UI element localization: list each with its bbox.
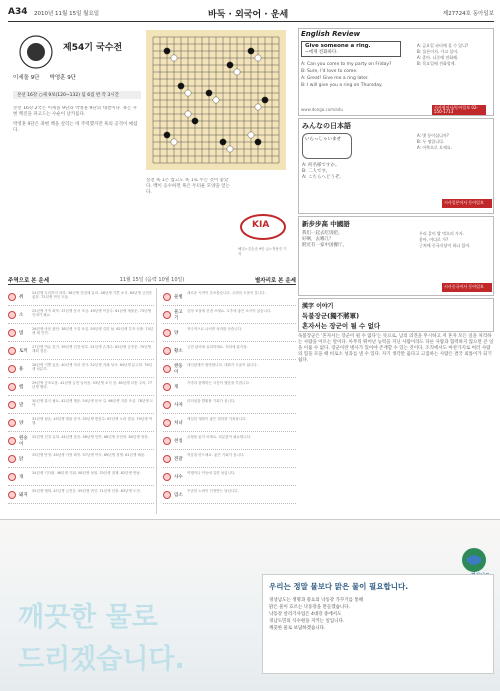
zodiac-icon — [163, 473, 171, 481]
zodiac-icon — [163, 347, 171, 355]
zodiac-icon — [163, 401, 171, 409]
white-stone — [213, 97, 219, 103]
white-stone — [171, 139, 177, 145]
hanja-article — [298, 334, 494, 516]
english-review-badge: 시사영어사/동아일보 02-550-1713 — [432, 105, 486, 115]
fortune-right-title: 별자리로 본 운세 — [254, 278, 296, 284]
zodiac-icon — [8, 437, 16, 445]
fortune-row — [163, 288, 296, 306]
zodiac-label: 토끼 — [19, 348, 28, 354]
zodiac-label: 뱀 — [19, 384, 24, 390]
dialog-ko — [417, 43, 491, 67]
black-stone — [178, 83, 184, 89]
commentary-col-1 — [13, 106, 141, 266]
fortune-text: 35년생 행복. 47년생 금전운. 59년생 귀인. 71년생 신중. 83년생 도전. — [32, 488, 141, 493]
zodiac-icon — [8, 365, 16, 373]
zodiac-icon — [8, 419, 16, 427]
dialog-line: 좋아, 어디로 가? — [419, 237, 449, 242]
fortune-text: 32년생 건강 유의. 44년생 웃음. 56년생 인연. 68년생 추진력. 80년생 칭찬. — [32, 434, 149, 439]
english-review — [298, 28, 494, 116]
fortune-row — [8, 360, 154, 378]
zodiac-icon — [8, 311, 16, 319]
kia-logo-text: KIA — [252, 220, 270, 230]
zodiac-icon — [163, 383, 171, 391]
chinese-badge: 시사중국어사 동아일보 — [442, 283, 492, 292]
zodiac-label: 물고기 — [174, 309, 183, 321]
fortune-row — [8, 324, 154, 342]
dialog-line: 우리 같이 밥 먹으러 가자. — [419, 231, 464, 236]
dialog-line: B: 목요일에 전화할게. — [417, 61, 456, 66]
fortune-row — [163, 468, 296, 486]
kuksu-emblem-icon — [16, 32, 56, 72]
zodiac-icon — [8, 347, 16, 355]
zodiac-label: 전갈 — [174, 456, 183, 462]
ad-headline-2: 드리겠습니다. — [18, 644, 185, 675]
ad-box-body — [269, 597, 489, 632]
fortune-row — [163, 360, 296, 378]
phrase-box — [301, 41, 401, 57]
white-stone — [234, 69, 240, 75]
masthead: 제27724호 동아일보 — [442, 11, 494, 17]
go-board — [146, 30, 286, 170]
speech-bubble: いらっしゃいませ — [302, 133, 352, 159]
fortune-row — [8, 342, 154, 360]
zodiac-icon — [8, 293, 16, 301]
zodiac-icon — [8, 329, 16, 337]
phrase-en: Give someone a ring. — [305, 43, 371, 49]
ad-box-line: 맑은 물이 흐르는 낙동강을 만들겠습니다. — [269, 605, 351, 610]
player-white: 박영훈 9단 — [49, 75, 76, 81]
zodiac-label: 사자 — [174, 402, 183, 408]
zodiac-icon — [8, 473, 16, 481]
fortune-text: 금전 관리에 유의하세요. 저녁에 휴식을. — [187, 344, 248, 349]
black-stone — [220, 139, 226, 145]
fortune-text: 24년생 무리하지 마라. 36년생 건강에 유의. 48년생 기쁜 소식. 60년생 금전운 좋음. 72년생 귀인 도움. — [32, 290, 153, 299]
dialog-line: B: Sure, I'd love to come. — [301, 69, 358, 74]
zodiac-label: 범 — [19, 330, 24, 336]
english-review-url[interactable]: www.donga.com/edu — [301, 107, 343, 112]
dialog-line: A: 何名様ですか。 — [302, 163, 340, 168]
fortune-text: 직감을 믿으세요. 좋은 기회가 옵니다. — [187, 452, 245, 457]
white-stone — [248, 132, 254, 138]
fortune-row — [8, 378, 154, 396]
japanese-dialog — [302, 163, 412, 181]
dialog-line: B: 물론이지. 가고 싶어. — [417, 49, 459, 54]
dialog-line: 근처에 중국식당이 하나 있어. — [419, 243, 471, 248]
dialog-line: A: Great! Give me a ring later. — [301, 76, 369, 81]
fortune-row — [163, 414, 296, 432]
fortune-text: 여행이나 이동에 길한 날입니다. — [187, 470, 236, 475]
section-title: 바둑 · 외국어 · 운세 — [208, 10, 289, 20]
ad-headline-1: 깨끗한 물로 — [18, 602, 158, 633]
player-black: 이세돌 9단 — [13, 75, 40, 81]
hanja-headline: 독불장군(獨不將軍) — [302, 312, 360, 320]
black-stone — [262, 97, 268, 103]
zodiac-icon — [163, 311, 171, 319]
fortune-text: 새로운 시작이 순조롭습니다. 주변의 도움이 큽니다. — [187, 290, 266, 295]
chinese-title: 新步步高 中國語 — [302, 220, 350, 228]
zodiac-label: 물병 — [174, 294, 183, 300]
dialog-line: A: 금요일 파티에 올 수 있니? — [417, 43, 469, 48]
fortune-row — [163, 342, 296, 360]
zodiac-label: 양 — [174, 330, 179, 336]
zodiac-icon — [163, 455, 171, 463]
zodiac-label: 돼지 — [19, 492, 28, 498]
fortune-row — [8, 288, 154, 306]
hanja-section — [298, 298, 494, 332]
zodiac-label: 쥐 — [19, 294, 24, 300]
zodiac-icon — [8, 383, 16, 391]
zodiac-label: 닭 — [19, 456, 24, 462]
zodiac-label: 소 — [19, 312, 24, 318]
fortune-row — [163, 450, 296, 468]
ad-box-line: 깨끗한 물로 보답하겠습니다. — [269, 626, 326, 631]
japanese-translation — [417, 133, 492, 151]
fortune-text: 리더십을 발휘할 기회가 옵니다. — [187, 398, 236, 403]
game-info-bar: 본선 16강 ○제 9보(120~132) 덤 6집 반 각 3시간 — [13, 91, 141, 99]
zodiac-icon — [163, 491, 171, 499]
zodiac-label: 말 — [19, 402, 24, 408]
fortune-row — [163, 324, 296, 342]
white-stone — [171, 55, 177, 61]
black-stone — [255, 139, 261, 145]
gyeongnam-ad — [0, 519, 500, 691]
zodiac-icon — [8, 401, 16, 409]
fortune-row — [163, 432, 296, 450]
white-stone — [227, 146, 233, 152]
zodiac-icon — [163, 419, 171, 427]
zodiac-icon — [163, 293, 171, 301]
fortune-section — [8, 276, 296, 516]
fortune-text: 26년생 마음 편안. 38년생 구설 조심. 50년생 길한 날. 62년생 투자 신중. 74년생 새 인연. — [32, 326, 154, 335]
fortune-row — [163, 378, 296, 396]
fortune-text: 가족과 함께하는 시간이 행운을 부릅니다. — [187, 380, 251, 385]
fortune-row — [8, 396, 154, 414]
fortune-text: 33년생 안정. 45년생 가정 화목. 57년생 이익. 69년생 경쟁. 81년생 배움. — [32, 452, 146, 457]
baduk-section — [8, 28, 293, 270]
hanja-subheadline: 혼자서는 장군이 될 수 없다 — [302, 322, 381, 330]
fortune-text: 30년생 휴식 필요. 42년생 행운. 54년생 문서 길. 66년생 지출 조심. 78년생 도약. — [32, 398, 154, 407]
zodiac-icon — [163, 329, 171, 337]
zodiac-label: 원숭이 — [19, 435, 28, 447]
black-stone — [248, 48, 254, 54]
fortune-text: 34년생 기다림. 46년생 기회. 58년생 성취. 70년생 절제. 82년생 만남. — [32, 470, 141, 475]
japanese-section — [298, 118, 494, 214]
issue-date: 2010년 11월 15일 월요일 — [34, 11, 100, 17]
black-stone — [164, 48, 170, 54]
japanese-badge: 시사일본어사 동아일보 — [442, 199, 492, 208]
english-review-title: English Review — [301, 30, 361, 38]
dialog-line: A: こちらへどうぞ。 — [302, 175, 344, 180]
zodiac-label: 사수 — [174, 474, 183, 480]
fortune-row — [8, 468, 154, 486]
black-stone — [227, 62, 233, 68]
dialog-line: A: 좋아. 나중에 전화해. — [417, 55, 459, 60]
hanja-title: 漢字 이야기 — [302, 303, 334, 310]
zodiac-label: 천칭 — [174, 438, 183, 444]
kia-ad — [238, 203, 288, 263]
black-stone — [192, 118, 198, 124]
fortune-text: 대인관계가 원만합니다. 대화가 도움이 됩니다. — [187, 362, 258, 367]
phrase-ko: ~에게 전화하다. — [305, 50, 338, 55]
fortune-text: 31년생 평온. 43년생 재물 증가. 55년생 변동수. 67년생 노력 결실. 79년생 여행. — [32, 416, 153, 425]
zodiac-label: 황소 — [174, 348, 183, 354]
fortune-row — [163, 306, 296, 324]
zodiac-icon — [8, 491, 16, 499]
page-header — [8, 6, 494, 22]
fortune-row — [8, 306, 154, 324]
ad-box-title: 우리는 정말 물보다 맑은 물이 필요합니다. — [269, 582, 409, 591]
fortune-text: 28년생 기쁨 있음. 40년생 자녀 경사. 52년생 거래 성사. 64년생 분주함. 76년생 차분히. — [32, 362, 153, 371]
dialog-line: B: 두 명입니다. — [417, 139, 445, 144]
gyeongnam-logo-icon — [460, 546, 488, 574]
black-stone — [206, 90, 212, 96]
white-stone — [185, 111, 191, 117]
dialog-line: B: 二人です。 — [302, 169, 331, 174]
ad-box-line: 경남도민의 식수원을 지키는 일입니다. — [269, 619, 345, 624]
white-stone — [185, 90, 191, 96]
zodiac-label: 개 — [19, 474, 24, 480]
dialog-line: A: 이쪽으로 오세요. — [417, 145, 452, 150]
dialog-line: B: I will give you a ring on Thursday. — [301, 83, 383, 88]
commentary-col-2 — [146, 178, 234, 266]
fortune-text: 감정 조절에 신경 쓰세요. 오후에 좋은 소식이 있습니다. — [187, 308, 272, 313]
article-body: 독불장군은 '혼자서는 장군이 될 수 없다'는 뜻으로, 남의 의견을 무시하고 저 혼자 모든 일을 처리하는 사람을 이르는 말이다. 아무리 뛰어난 능력을 지닌 사람이라도 다른 사람과 협력하지 않으면 큰 일을 이룰 수 없다. 장군이란 병사가 있어야 존재할 수 있는 것이다. 조직에서도 마찬가지로 여러 사람의 힘을 모을 때 비로소 성과를 낼 수 있다. 자기 생각만 옳다고 고집하는 사람은 결국 외톨이가 되기 쉽다. — [298, 334, 494, 363]
fortune-row — [163, 396, 296, 414]
dialog-line: 好啊，去哪儿？ — [302, 237, 334, 242]
fortune-left-list — [8, 288, 154, 504]
japanese-title: みんなの日本語 — [302, 122, 351, 130]
baduk-title: 제54기 국수전 — [63, 43, 123, 53]
dialog-line: 我们一起去吃饭吧。 — [302, 231, 343, 236]
ad-message-box — [262, 574, 494, 674]
fortune-divider — [156, 288, 160, 514]
ad-box-line: 경상남도는 생명과 풍요의 낙동강 가꾸기를 통해 — [269, 598, 364, 603]
dialog-en — [301, 61, 409, 89]
zodiac-label: 처녀 — [174, 420, 183, 426]
fortune-row — [8, 432, 154, 450]
zodiac-label: 용 — [19, 366, 24, 372]
fortune-row — [8, 414, 154, 432]
ad-box-line: 낙동강 살리기사업은 4대강 중에서도 — [269, 612, 342, 617]
fortune-text: 25년생 가족 화목. 37년생 문서 조심. 49년생 이동수. 61년생 재물운. 73년생 인내가 필요. — [32, 308, 151, 317]
zodiac-icon — [163, 365, 171, 373]
dialog-line: 附近有一家中国餐厅。 — [302, 243, 347, 248]
dialog-line: A: Can you come to my party on Friday? — [301, 62, 392, 67]
zodiac-icon — [163, 437, 171, 445]
white-stone — [255, 55, 261, 61]
chinese-section — [298, 216, 494, 296]
fortune-row — [8, 486, 154, 504]
fortune-header — [8, 276, 296, 285]
zodiac-label: 염소 — [174, 492, 183, 498]
kia-caption: 해설=김승준 9단 글=정용진 기자 — [238, 247, 287, 256]
fortune-text: 적극적으로 나서면 성과를 얻습니다. — [187, 326, 243, 331]
zodiac-label: 쌍둥이 — [174, 363, 183, 375]
fortune-text: 균형을 잃지 마세요. 차분함이 필요합니다. — [187, 434, 252, 439]
fortune-date: 11월 15일 (음력 10월 10일) — [119, 277, 185, 283]
fortune-row — [163, 486, 296, 504]
zodiac-label: 양 — [19, 420, 24, 426]
fortune-text: 세심한 계획이 좋은 결과를 가져옵니다. — [187, 416, 247, 421]
fortune-text: 27년생 여유 갖기. 39년생 건강 양호. 51년생 손재수. 63년생 승진운. 75년생 계획 점검. — [32, 344, 151, 353]
page-number: A34 — [8, 7, 28, 17]
black-stone — [164, 132, 170, 138]
chinese-translation — [419, 231, 492, 249]
commentary-paragraph: 박영훈 9단은 좌변 백을 살리는 데 주력했지만 흑의 공격이 매섭다. — [13, 122, 138, 133]
zodiac-label: 게 — [174, 384, 179, 390]
commentary-paragraph: 실전 흑 1은 참고도 흑 1로 두는 것이 좋았다. 백이 응수하면 흑은 두터운 모양을 얻는다. — [146, 178, 230, 195]
fortune-row — [8, 450, 154, 468]
chinese-dialog — [302, 231, 414, 249]
fortune-left-title: 주역으로 본 운세 — [8, 278, 50, 284]
players — [13, 73, 141, 83]
zodiac-icon — [8, 455, 16, 463]
white-stone — [255, 104, 261, 110]
commentary-paragraph: 본선 16강 2국은 이세돌 9단과 박영훈 9단의 대결이다. 흑은 우변 백진을 파고드는 수순이 날카롭다. — [13, 106, 138, 117]
fortune-text: 꾸준한 노력이 인정받는 날입니다. — [187, 488, 239, 493]
fortune-right-list — [163, 288, 296, 504]
fortune-text: 29년생 순조로움. 41년생 금전 들어옴. 53년생 소식 옴. 65년생 다툼 주의. 77년생 협력. — [32, 380, 153, 389]
dialog-line: A: 몇 분이십니까? — [417, 133, 449, 138]
